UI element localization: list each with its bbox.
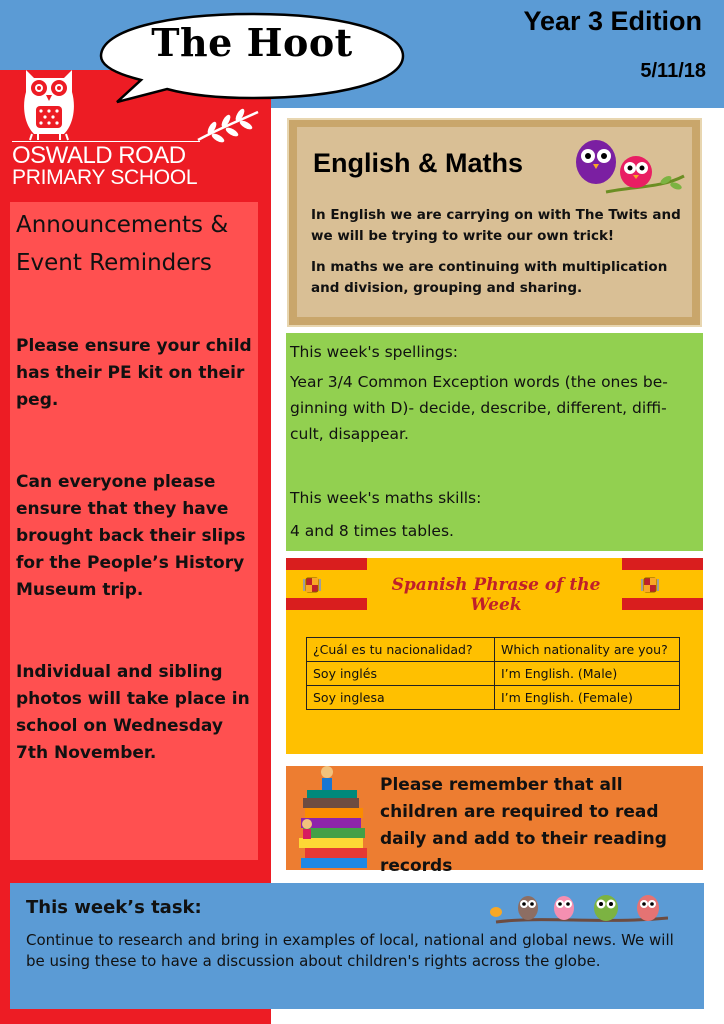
announcements-title-line2: Event Reminders — [16, 250, 212, 276]
flag-stripe — [286, 558, 367, 570]
announcement-item: Can everyone please ensure that they have brought back their slips for the People’s History Museum trip. — [16, 472, 246, 600]
flag-stripe — [286, 598, 367, 610]
english-maths-title: English & Maths — [313, 148, 524, 178]
spellings-words: Year 3/4 Common Exception words (the ones be-ginning with D)- decide, describe, different, diffi-cult, disappear. — [290, 373, 668, 443]
english-cell: I’m English. (Female) — [495, 686, 680, 710]
english-text: In English we are carrying on with The Twits and we will be trying to write our own trick! — [311, 207, 681, 244]
newsletter-title: The Hoot — [151, 20, 353, 65]
spanish-cell: Soy inglés — [307, 662, 495, 686]
task-description: Continue to research and bring in examples of local, national and global news. We will be using these to have a discussion about children's rights across the globe. — [26, 931, 674, 970]
flag-stripe — [622, 598, 703, 610]
spellings-heading: This week's spellings: — [290, 343, 458, 361]
announcement-item: Individual and sibling photos will take place in school on Wednesday 7th November. — [16, 662, 250, 763]
spanish-phrase-table — [306, 637, 680, 710]
maths-skills-text: 4 and 8 times tables. — [290, 522, 454, 540]
maths-text: In maths we are continuing with multiplication and division, grouping and sharing. — [311, 259, 668, 296]
coat-of-arms-icon — [640, 575, 660, 595]
task-title: This week’s task: — [26, 897, 202, 918]
olive-branch-icon — [196, 108, 260, 144]
table-row — [307, 638, 680, 662]
owls-row-icon — [482, 888, 668, 928]
announcements-title-line1: Announcements & — [16, 212, 229, 238]
owls-on-branch-icon — [566, 136, 686, 204]
spanish-cell: ¿Cuál es tu nacionalidad? — [307, 638, 495, 662]
book-stack-icon — [293, 762, 375, 874]
maths-skills-heading: This week's maths skills: — [290, 489, 482, 507]
edition-label: Year 3 Edition — [523, 6, 702, 36]
owl-logo-icon — [18, 62, 80, 142]
announcement-item: Please ensure your child has their PE kit on their peg. — [16, 336, 252, 410]
school-name-line1: OSWALD ROAD — [12, 142, 186, 169]
announcements-title — [16, 206, 256, 282]
english-cell: I’m English. (Male) — [495, 662, 680, 686]
english-cell: Which nationality are you? — [495, 638, 680, 662]
school-name-line2: PRIMARY SCHOOL — [12, 166, 198, 189]
coat-of-arms-icon — [302, 575, 322, 595]
table-row — [307, 686, 680, 710]
spanish-cell: Soy inglesa — [307, 686, 495, 710]
table-row — [307, 662, 680, 686]
spanish-phrase-title: Spanish Phrase of the Week — [391, 575, 601, 615]
issue-date: 5/11/18 — [640, 60, 706, 82]
reading-reminder: Please remember that all children are required to read daily and add to their reading records — [380, 775, 667, 876]
flag-stripe — [622, 558, 703, 570]
